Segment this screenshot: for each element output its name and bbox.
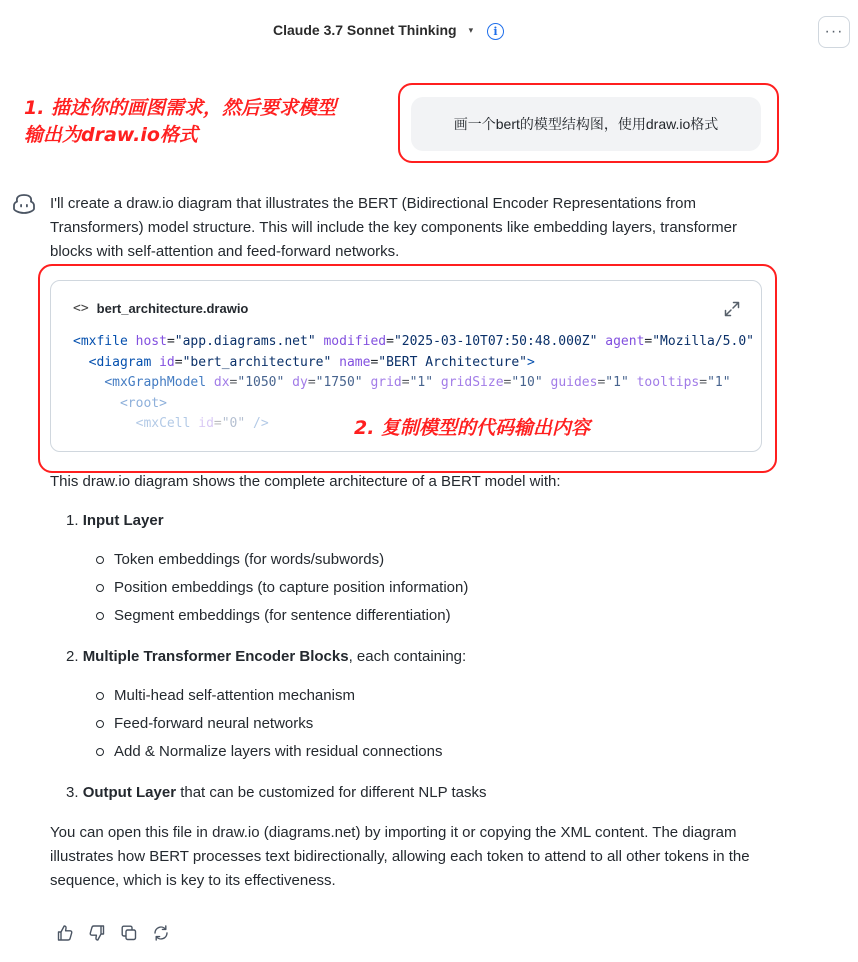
list-item-title: Input Layer xyxy=(82,512,164,529)
code-attr-name: grid xyxy=(362,375,402,390)
code-attr-name: gridSize xyxy=(433,375,504,390)
code-equals: = xyxy=(229,375,238,390)
code-tag: <diagram xyxy=(88,354,152,370)
retry-icon[interactable] xyxy=(152,924,170,942)
code-attr-value: "1" xyxy=(707,375,731,390)
code-tag: <mxCell xyxy=(135,416,191,431)
sub-list-text: Segment embeddings (for sentence differentiation) xyxy=(114,607,451,624)
user-message-text: 画一个bert的模型结构图，使用draw.io格式 xyxy=(453,116,719,132)
annotation-step-1 xyxy=(24,95,384,149)
code-equals: = xyxy=(166,334,175,349)
list-item-output-layer xyxy=(66,784,486,801)
sub-list-text: Feed-forward neural networks xyxy=(114,715,314,732)
code-attr-value: "1050" xyxy=(237,375,285,390)
code-equals: = xyxy=(401,375,410,390)
model-selector[interactable] xyxy=(273,22,473,38)
code-attr-name: host xyxy=(127,334,167,349)
list-item-title: Multiple Transformer Encoder Blocks xyxy=(82,648,349,665)
code-equals: = xyxy=(644,334,653,349)
list-number: 1. xyxy=(66,512,79,529)
sub-list-item xyxy=(96,687,355,704)
thumbs-up-icon[interactable] xyxy=(56,924,74,942)
bullet-icon xyxy=(96,556,104,564)
copy-icon[interactable] xyxy=(120,924,138,942)
code-tag: <mxGraphModel xyxy=(104,375,207,390)
code-attr-value: "1750" xyxy=(315,375,363,390)
assistant-closing-text: You can open this file in draw.io (diagrams.net) by importing it or copying the XML content. The diagram illustrates how BERT processes text bidirectionally, allowing each token to attend to all other tokens in the sequence, which is key to its effectiveness. xyxy=(50,824,750,889)
code-equals: = xyxy=(370,354,379,370)
sub-list-text: Add & Normalize layers with residual connections xyxy=(114,743,443,760)
sub-list-text: Token embeddings (for words/subwords) xyxy=(114,551,385,568)
code-attr-value: "0" xyxy=(221,416,246,431)
sub-list-item xyxy=(96,607,451,624)
code-attr-value: "app.diagrams.net" xyxy=(174,334,316,349)
code-attr-name: dy xyxy=(284,375,308,390)
code-equals: = xyxy=(597,375,606,390)
list-item-rest: that can be customized for different NLP tasks xyxy=(176,784,487,801)
sub-list-item xyxy=(96,743,442,760)
code-tag-close: > xyxy=(527,354,535,370)
code-tag-close: /> xyxy=(245,416,269,431)
sub-list-text: Multi-head self-attention mechanism xyxy=(114,687,355,704)
code-equals: = xyxy=(503,375,512,390)
code-attr-value: "BERT Architecture" xyxy=(378,354,527,370)
code-attr-name: id xyxy=(190,416,214,431)
code-attr-value: "bert_architecture" xyxy=(182,354,332,370)
sub-list-text: Position embeddings (to capture position information) xyxy=(114,579,469,596)
summary-intro-text: This draw.io diagram shows the complete architecture of a BERT model with: xyxy=(50,473,561,490)
code-attr-name: modified xyxy=(315,334,387,349)
bullet-icon xyxy=(96,584,104,592)
list-item-encoder-blocks xyxy=(66,648,466,665)
info-icon[interactable]: i xyxy=(487,23,504,40)
model-name: Claude 3.7 Sonnet Thinking xyxy=(273,22,457,38)
annotation-step-1-line-1: 1. 描述你的画图需求，然后要求模型 xyxy=(24,97,337,119)
code-attr-value: "1" xyxy=(605,375,629,390)
code-equals: = xyxy=(699,375,708,390)
code-equals: = xyxy=(174,354,183,370)
code-tag: <root> xyxy=(119,395,167,411)
chevron-down-icon: ▾ xyxy=(468,24,474,35)
code-attr-name: id xyxy=(151,354,175,370)
code-equals: = xyxy=(213,416,222,431)
code-attr-value: "Mozilla/5.0" xyxy=(652,334,754,349)
code-attr-name: guides xyxy=(542,375,598,390)
code-icon: <> xyxy=(73,301,89,316)
code-attr-name: dx xyxy=(206,375,230,390)
thumbs-down-icon[interactable] xyxy=(88,924,106,942)
bullet-icon xyxy=(96,748,104,756)
message-actions xyxy=(56,924,170,942)
bullet-icon xyxy=(96,612,104,620)
code-equals: = xyxy=(307,375,316,390)
sub-list-item xyxy=(96,715,313,732)
user-message-bubble xyxy=(411,97,761,151)
code-filename: bert_architecture.drawio xyxy=(96,301,249,316)
more-options-button[interactable]: ··· xyxy=(818,16,850,48)
sub-list-item xyxy=(96,579,468,596)
code-tag: <mxfile xyxy=(73,334,128,349)
bullet-icon xyxy=(96,692,104,700)
list-number: 2. xyxy=(66,648,79,665)
code-attr-name: name xyxy=(331,354,371,370)
copilot-bot-icon xyxy=(12,193,36,215)
bullet-icon xyxy=(96,720,104,728)
annotation-step-1-line-2: 输出为draw.io格式 xyxy=(24,124,198,146)
assistant-intro-text: I'll create a draw.io diagram that illustrates the BERT (Bidirectional Encoder Representations from Transformers) model structure. This will include the key components like embedding layers, transformer blocks with self-attention and feed-forward networks. xyxy=(50,195,737,260)
code-attr-name: tooltips xyxy=(628,375,700,390)
code-attr-name: agent xyxy=(597,334,645,349)
annotation-step-2: 2. 复制模型的代码输出内容 xyxy=(354,417,591,439)
list-number: 3. xyxy=(66,784,79,801)
list-item-input-layer xyxy=(66,512,164,529)
list-item-title: Output Layer xyxy=(82,784,177,801)
code-equals: = xyxy=(386,334,394,349)
list-item-rest: , each containing: xyxy=(348,648,467,665)
code-attr-value: "10" xyxy=(511,375,543,390)
sub-list-item xyxy=(96,551,384,568)
code-attr-value: "1" xyxy=(409,375,434,390)
annotation-box-code xyxy=(38,264,777,473)
code-attr-value: "2025-03-10T07:50:48.000Z" xyxy=(393,334,598,349)
